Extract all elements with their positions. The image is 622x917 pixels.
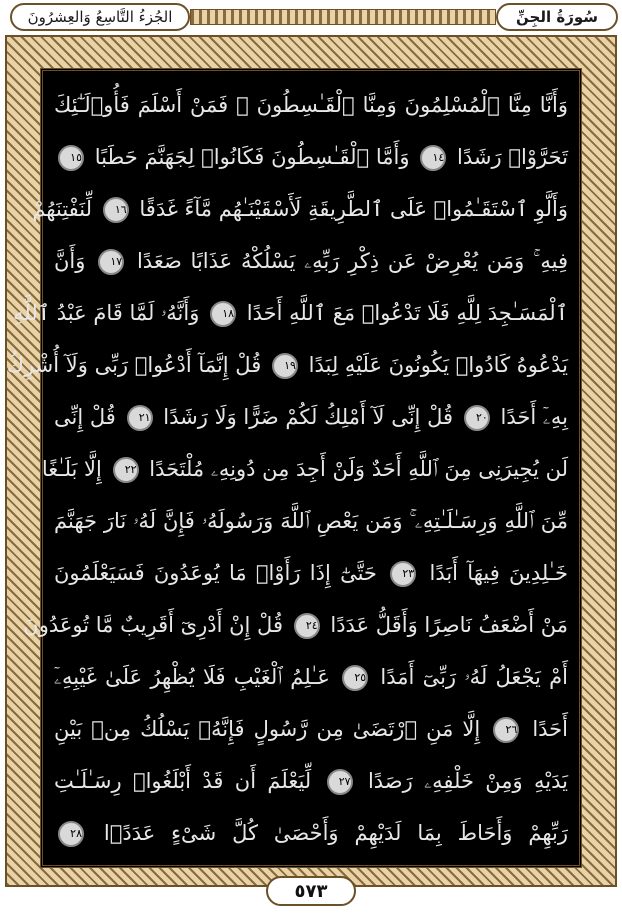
verse-text: خَـٰلِدِينَ فِيهَآ أَبَدًا: [429, 561, 568, 585]
verse-text: قُلْ إِنَّمَآ أَدْعُوا۟ رَبِّى وَلَآ أُشْرِكُ: [6, 353, 262, 377]
verse-text: حَتَّىٰٓ إِذَا رَأَوْا۟ مَا يُوعَدُونَ فَسَيَعْلَمُونَ: [54, 561, 377, 585]
verse-text: وَأَنَّ: [54, 249, 86, 273]
text-line: [32, 180, 568, 238]
ayah-number-marker: ١٦: [103, 197, 129, 223]
header-ornament: [190, 9, 496, 25]
ayah-number-marker: ٢٣: [390, 561, 416, 587]
text-line: [54, 128, 568, 186]
juz-label: الجُزءُ التَّاسِعُ وَالعِشرُونَ: [10, 3, 190, 31]
verse-text: لِّيَعْلَمَ أَن قَدْ أَبْلَغُوا۟ رِسَـٰلَـٰتِ: [54, 769, 312, 793]
verse-text: قُلْ إِنِّى: [54, 405, 116, 429]
verse-text: لَن يُجِيرَنِى مِنَ ٱللَّهِ أَحَدٌ وَلَنْ أَجِدَ مِن دُونِهِۦ مُلْتَحَدًا: [149, 457, 568, 481]
verse-text: قُلْ إِنْ أَدْرِىٓ أَقَرِيبٌ مَّا تُوعَدُونَ: [23, 613, 283, 637]
surah-name-label: سُورَةُ الجِنِّ: [496, 3, 618, 31]
verse-text: لِّنَفْتِنَهُمْ: [32, 197, 93, 221]
ayah-number-marker: ٢٦: [493, 717, 519, 743]
ayah-number-marker: ٢٨: [58, 821, 84, 847]
verse-text: أَحَدًا: [532, 717, 569, 741]
text-line: [41, 440, 568, 498]
verse-text: رَبِّهِمْ وَأَحَاطَ بِمَا لَدَيْهِمْ وَأَحْصَىٰ كُلَّ شَىْءٍ عَدَدًۢا: [103, 821, 568, 845]
ayah-number-marker: ١٨: [210, 301, 236, 327]
text-line: [54, 648, 568, 706]
page-number: ٥٧٣: [266, 876, 356, 906]
text-line: [13, 284, 568, 342]
text-line: [6, 336, 568, 394]
text-line: [54, 76, 568, 134]
verse-text: ٱلْمَسَـٰجِدَ لِلَّهِ فَلَا تَدْعُوا۟ مَعَ ٱللَّهِ أَحَدًا: [246, 301, 568, 325]
verse-text: إِلَّا بَلَـٰغًا: [41, 457, 102, 481]
verse-text: يَدْعُوهُ كَادُوا۟ يَكُونُونَ عَلَيْهِ لِبَدًا: [308, 353, 568, 377]
verse-text: وَأَنَّا مِنَّا ٱلْمُسْلِمُونَ وَمِنَّا ٱلْقَـٰسِطُونَ ۖ فَمَنْ أَسْلَمَ فَأُو۟لَـٰٓئِكَ: [54, 93, 568, 117]
verse-text: عَـٰلِمُ ٱلْغَيْبِ فَلَا يُظْهِرُ عَلَىٰ غَيْبِهِۦٓ: [54, 665, 330, 689]
ayah-number-marker: ١٩: [272, 353, 298, 379]
ayah-number-marker: ٢٥: [342, 665, 368, 691]
verse-text: وَأَنَّهُۥ لَمَّا قَامَ عَبْدُ ٱللَّهِ: [13, 301, 200, 325]
verse-text: إِلَّا مَنِ ٱرْتَضَىٰ مِن رَّسُولٍ فَإِنَّهُۥ يَسْلُكُ مِنۢ بَيْنِ: [54, 717, 481, 741]
text-line: [54, 700, 568, 758]
verse-text: بِهِۦٓ أَحَدًا: [500, 405, 568, 429]
text-line: [54, 492, 568, 550]
ayah-number-marker: ٢٧: [327, 769, 353, 795]
page-header: [0, 0, 622, 34]
ayah-number-marker: ٢٤: [294, 613, 320, 639]
verse-text: يَدَيْهِ وَمِنْ خَلْفِهِۦ رَصَدًا: [367, 769, 568, 793]
verse-text: فِيهِ ۚ وَمَن يُعْرِضْ عَن ذِكْرِ رَبِّهِۦ يَسْلُكْهُ عَذَابًا صَعَدًا: [136, 249, 568, 273]
text-line: [54, 752, 568, 810]
text-line: [54, 232, 568, 290]
quran-text-area: [6, 74, 574, 862]
verse-text: وَأَمَّا ٱلْقَـٰسِطُونَ فَكَانُوا۟ لِجَهَنَّمَ حَطَبًا: [94, 145, 410, 169]
ayah-number-marker: ١٧: [98, 249, 124, 275]
verse-text: قُلْ إِنِّى لَآ أَمْلِكُ لَكُمْ ضَرًّا وَلَا رَشَدًا: [163, 405, 454, 429]
verse-text: وَأَلَّوِ ٱسْتَقَـٰمُوا۟ عَلَى ٱلطَّرِيقَةِ لَأَسْقَيْنَـٰهُم مَّآءً غَدَقًا: [139, 197, 568, 221]
ayah-number-marker: ٢٠: [464, 405, 490, 431]
verse-text: تَحَرَّوْا۟ رَشَدًا: [457, 145, 568, 169]
text-line: [54, 544, 568, 602]
ayah-number-marker: ١٥: [58, 145, 84, 171]
text-line: [23, 596, 568, 654]
ayah-number-marker: ١٤: [420, 145, 446, 171]
verse-text: أَمْ يَجْعَلُ لَهُۥ رَبِّىٓ أَمَدًا: [380, 665, 568, 689]
ayah-number-marker: ٢١: [127, 405, 153, 431]
ayah-number-marker: ٢٢: [113, 457, 139, 483]
text-line: [54, 388, 568, 446]
verse-text: مَنْ أَضْعَفُ نَاصِرًا وَأَقَلُّ عَدَدًا: [330, 613, 568, 637]
verse-text: مِّنَ ٱللَّهِ وَرِسَـٰلَـٰتِهِۦ ۚ وَمَن يَعْصِ ٱللَّهَ وَرَسُولَهُۥ فَإِنَّ لَهُۥ نَارَ جَهَنَّمَ: [54, 509, 568, 533]
text-line: [54, 804, 568, 862]
